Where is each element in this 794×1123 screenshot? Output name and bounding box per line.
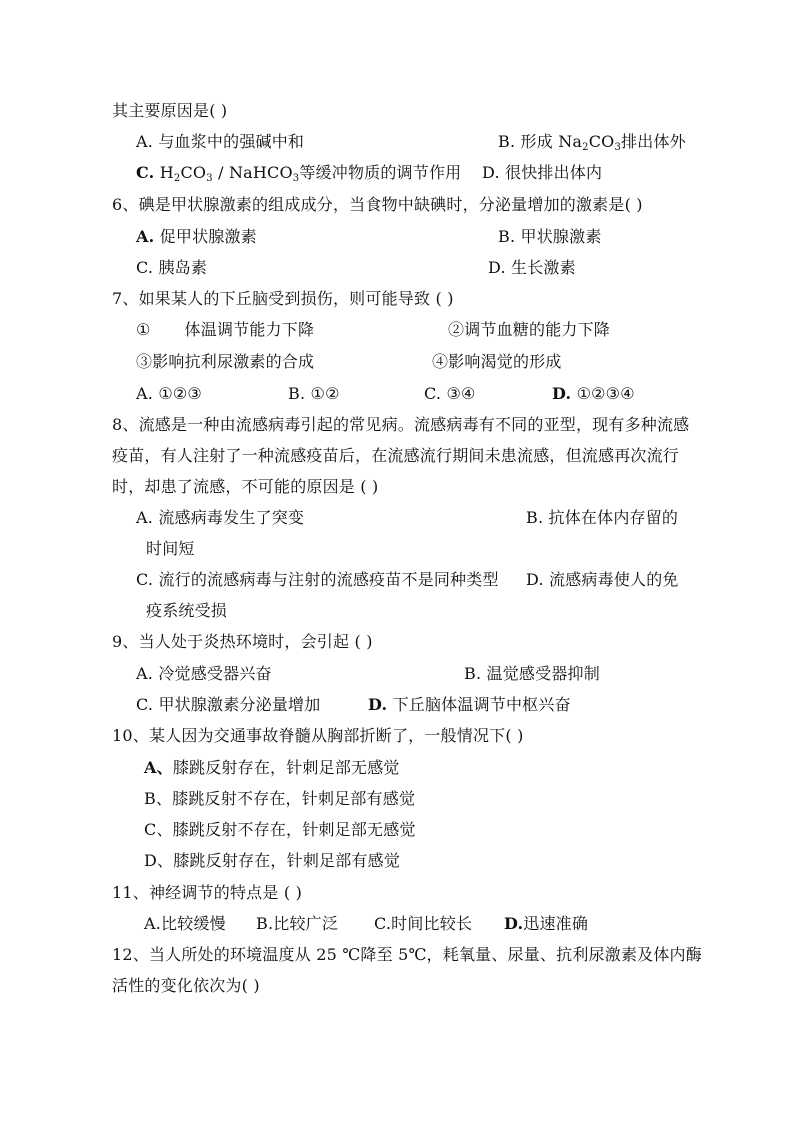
q6-option-a-label: A. [136, 227, 155, 246]
q5-option-b-mid: CO [588, 132, 615, 151]
q7-item-4: ④影响渴觉的形成 [432, 352, 562, 371]
q8-option-d-line-1[interactable]: D. 流感病毒使人的免 [526, 570, 679, 589]
q5-option-c-sub1: 2 [173, 173, 181, 184]
q9-option-d[interactable] [368, 695, 571, 715]
q10-option-a-label: A、 [144, 758, 173, 777]
q5-stem: 其主要原因是( ) [112, 101, 228, 120]
q8-stem-line-3: 时，却患了流感，不可能的原因是 ( ) [112, 477, 379, 496]
q11-option-d-label: D. [504, 914, 524, 933]
q10-option-a-text: 膝跳反射存在，针刺足部无感觉 [172, 758, 400, 777]
q5-option-b-sub2: 3 [614, 142, 622, 153]
q5-option-c-p3: / NaHCO [212, 163, 293, 182]
q6-option-b[interactable]: B. 甲状腺激素 [498, 227, 602, 246]
q7-item-1-number: ① [136, 320, 151, 339]
q6-stem: 6、碘是甲状腺激素的组成成分，当食物中缺碘时，分泌量增加的激素是( ) [112, 195, 643, 214]
q5-option-c-p1: H [154, 163, 174, 182]
q11-stem: 11、神经调节的特点是 ( ) [112, 883, 303, 902]
q5-option-b[interactable] [498, 132, 686, 152]
q7-option-a[interactable]: A. ①②③ [136, 384, 202, 403]
q5-option-c[interactable] [136, 163, 461, 183]
q5-option-b-pre: B. 形成 Na [498, 132, 583, 151]
q7-stem: 7、如果某人的下丘脑受到损伤，则可能导致 ( ) [112, 289, 454, 308]
q8-stem-line-1: 8、流感是一种由流感病毒引起的常见病。流感病毒有不同的亚型，现有多种流感 [112, 415, 690, 434]
q8-option-d-line-2[interactable]: 疫系统受损 [146, 601, 228, 620]
q9-option-d-text: 下丘脑体温调节中枢兴奋 [387, 695, 571, 714]
q5-option-c-label: C. [136, 163, 155, 182]
q10-option-d[interactable]: D、膝跳反射存在，针刺足部有感觉 [144, 851, 401, 870]
q7-option-d-label: D. [552, 384, 572, 403]
q9-option-a[interactable]: A. 冷觉感受器兴奋 [136, 664, 272, 683]
q11-option-b[interactable]: B.比较广泛 [256, 914, 339, 933]
q9-option-b[interactable]: B. 温觉感受器抑制 [464, 664, 600, 683]
q5-option-d[interactable]: D. 很快排出体内 [482, 163, 603, 182]
q5-option-b-post: 排出体外 [621, 132, 686, 151]
q8-option-b-line-2[interactable]: 时间短 [146, 539, 195, 558]
q6-option-d[interactable]: D. 生长激素 [488, 258, 576, 277]
q7-option-c[interactable]: C. ③④ [424, 384, 476, 403]
q6-option-a[interactable] [136, 227, 257, 247]
q10-option-a[interactable] [144, 758, 400, 778]
q5-option-c-p4: 等缓冲物质的调节作用 [299, 163, 462, 182]
q6-option-a-text: 促甲状腺激素 [154, 227, 257, 246]
q7-option-b[interactable]: B. ①② [288, 384, 340, 403]
q11-option-d-text: 迅速准确 [523, 914, 589, 933]
q7-item-1-text: 体温调节能力下降 [184, 320, 315, 339]
q10-option-c[interactable]: C、膝跳反射不存在，针刺足部无感觉 [144, 820, 416, 839]
q9-option-d-label: D. [368, 695, 388, 714]
q8-option-b-line-1[interactable]: B. 抗体在体内存留的 [526, 508, 679, 527]
q10-option-b[interactable]: B、膝跳反射不存在，针刺足部有感觉 [144, 789, 416, 808]
q11-option-a[interactable]: A.比较缓慢 [144, 914, 226, 933]
q5-option-c-p2: CO [180, 163, 207, 182]
q8-stem-line-2: 疫苗，有人注射了一种流感疫苗后，在流感流行期间未患流感，但流感再次流行 [112, 446, 680, 465]
q5-option-c-sub2: 3 [206, 173, 213, 184]
q12-stem-line-2: 活性的变化依次为( ) [112, 976, 260, 995]
q7-item-3: ③影响抗利尿激素的合成 [136, 352, 315, 371]
q7-item-1 [136, 320, 314, 340]
q7-option-d[interactable] [552, 384, 635, 404]
q7-option-d-text: ①②③④ [571, 384, 635, 403]
q11-option-c[interactable]: C.时间比较长 [374, 914, 473, 933]
q5-option-b-sub1: 2 [582, 142, 589, 153]
q8-option-a[interactable]: A. 流感病毒发生了突变 [136, 508, 305, 527]
q6-option-c[interactable]: C. 胰岛素 [136, 258, 208, 277]
q7-item-2: ②调节血糖的能力下降 [448, 320, 611, 339]
q11-option-d[interactable] [504, 914, 588, 934]
q8-option-c[interactable]: C. 流行的流感病毒与注射的流感疫苗不是同种类型 [136, 570, 499, 589]
q5-option-a[interactable]: A. 与血浆中的强碱中和 [136, 132, 305, 151]
q9-stem: 9、当人处于炎热环境时，会引起 ( ) [112, 632, 373, 651]
q9-option-c[interactable]: C. 甲状腺激素分泌量增加 [136, 695, 321, 714]
q12-stem-line-1: 12、当人所处的环境温度从 25 ℃降至 5℃，耗氧量、尿量、抗利尿激素及体内酶 [112, 945, 702, 964]
q5-option-c-sub3: 3 [292, 173, 300, 184]
q10-stem: 10、某人因为交通事故脊髓从胸部折断了，一般情况下( ) [112, 726, 524, 745]
